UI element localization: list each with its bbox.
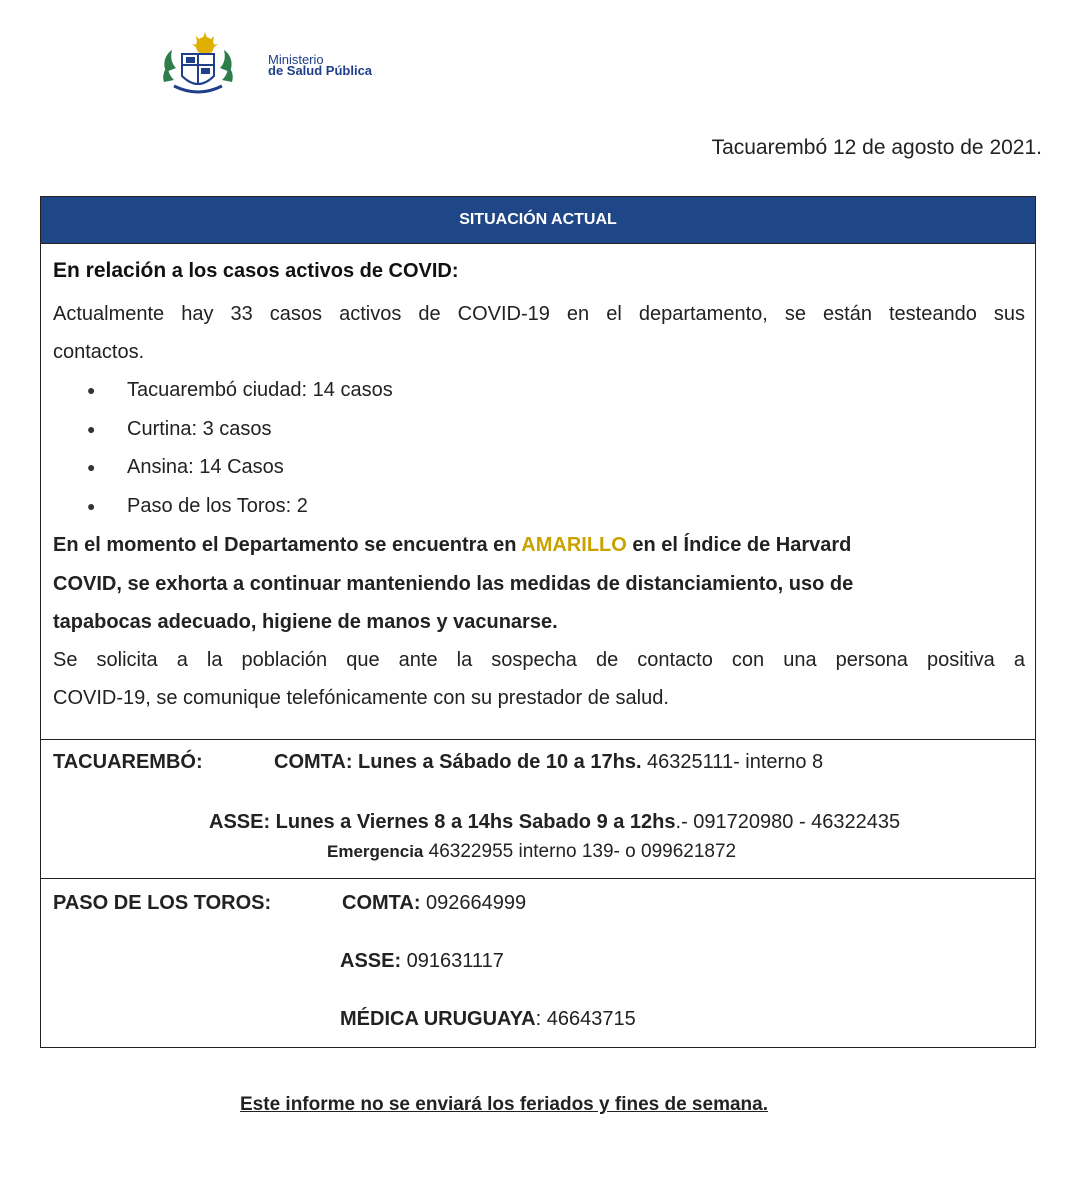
paso-medica-uruguaya: MÉDICA URUGUAYA: 46643715	[340, 1008, 636, 1030]
cases-list	[87, 371, 393, 525]
footer-note: Este informe no se enviará los feriados y fines de semana.	[240, 1094, 768, 1115]
tacuarembo-asse: ASSE: Lunes a Viernes 8 a 14hs Sabado 9 a 12hs.- 091720980 - 46322435	[209, 811, 901, 833]
list-item: ● Ansina: 14 Casos	[87, 448, 393, 487]
coat-of-arms-logo	[160, 32, 236, 98]
active-cases-section	[41, 243, 1035, 740]
alert-level: AMARILLO	[521, 534, 627, 556]
tacuarembo-comta: COMTA: Lunes a Sábado de 10 a 17hs. 46325111- interno 8	[274, 751, 824, 773]
request-line2: COVID-19, se comunique telefónicamente con su prestador de salud.	[53, 687, 669, 709]
alert-line2: COVID, se exhorta a continuar manteniendo las medidas de distanciamiento, uso de	[53, 573, 854, 595]
paso-label: PASO DE LOS TOROS:	[53, 892, 272, 914]
report-box	[40, 196, 1036, 1048]
active-cases-subtitle: En relación a los casos activos de COVID:	[53, 259, 459, 282]
paso-comta: COMTA: 092664999	[342, 892, 527, 914]
tacuarembo-label: TACUAREMBÓ:	[53, 751, 203, 773]
tacuarembo-emergency: Emergencia 46322955 interno 139- o 099621872	[327, 841, 737, 862]
intro-line2: contactos.	[53, 341, 145, 363]
ministry-line2: de Salud Pública	[268, 63, 373, 78]
paso-asse: ASSE: 091631117	[340, 950, 504, 972]
tacuarembo-contacts	[41, 739, 1035, 879]
intro-line1: Actualmente hay 33 casos activos de COVID-19 en el departamento, se están testeando sus	[53, 303, 1025, 325]
alert-line1: En el momento el Departamento se encuentra en AMARILLO en el Índice de Harvard	[53, 534, 852, 556]
paso-de-los-toros-contacts	[41, 878, 1035, 1047]
alert-line3: tapabocas adecuado, higiene de manos y vacunarse.	[53, 611, 558, 633]
list-item: ● Paso de los Toros: 2	[87, 487, 393, 526]
list-item: ● Tacuarembó ciudad: 14 casos	[87, 371, 393, 410]
list-item: ● Curtina: 3 casos	[87, 410, 393, 449]
ministry-line1: Ministerio	[268, 52, 324, 67]
report-date: Tacuarembó 12 de agosto de 2021.	[711, 136, 1042, 159]
ministry-name	[268, 54, 372, 76]
section-title: SITUACIÓN ACTUAL	[41, 197, 1035, 244]
request-line1: Se solicita a la población que ante la sospecha de contacto con una persona positiva a	[53, 649, 1025, 671]
